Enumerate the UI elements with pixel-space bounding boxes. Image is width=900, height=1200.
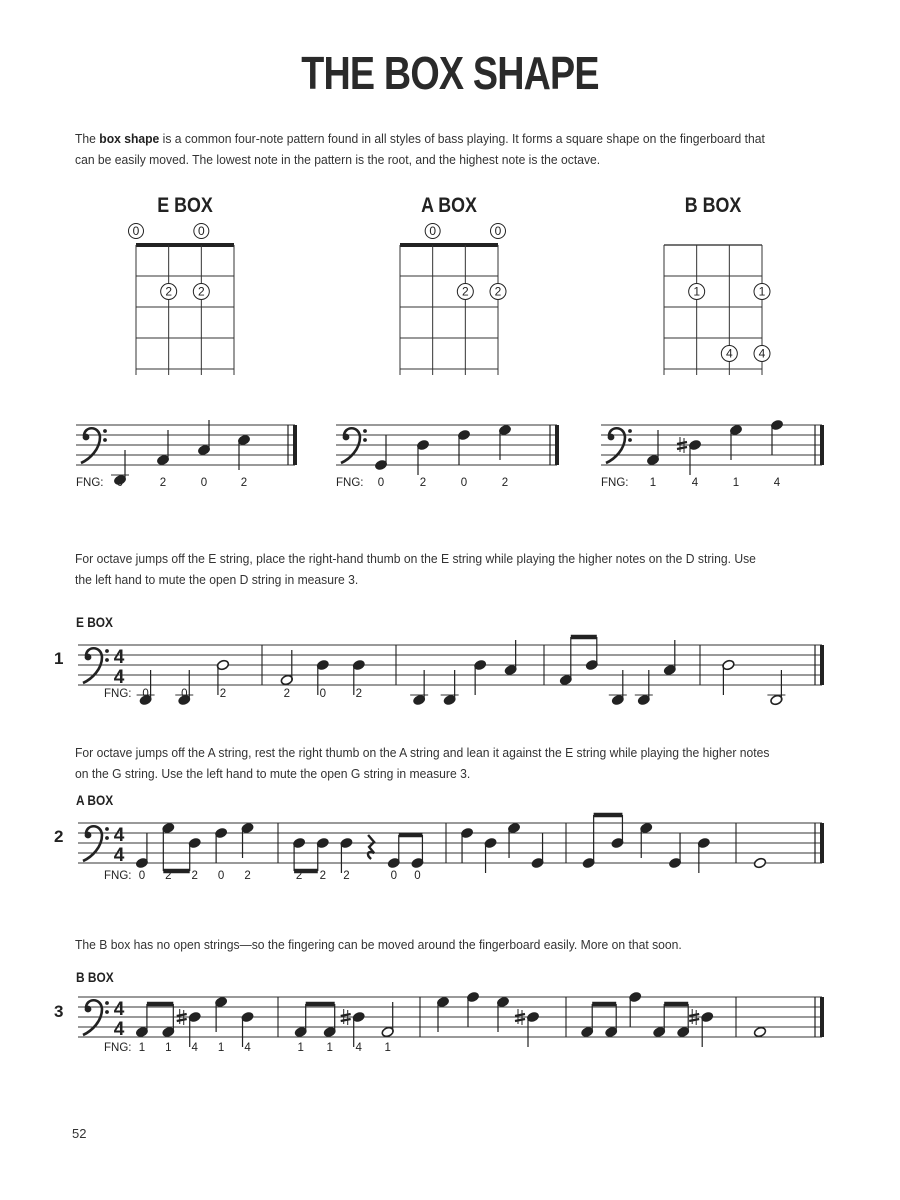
note-head-open bbox=[753, 857, 766, 869]
bass-clef-head bbox=[85, 832, 92, 839]
bass-clef-curve bbox=[83, 826, 102, 861]
fingering-number: 1 bbox=[649, 477, 657, 489]
fingering-number: 1 bbox=[326, 1042, 333, 1054]
sharp-bar bbox=[341, 1019, 351, 1021]
fingering-number: 2 bbox=[295, 870, 303, 882]
fingering-number: 2 bbox=[419, 477, 427, 489]
bass-clef-head bbox=[608, 434, 615, 441]
bass-clef-head bbox=[85, 1006, 92, 1013]
fingering-label: FNG: bbox=[104, 870, 132, 882]
finger-number: 1 bbox=[758, 284, 766, 299]
bass-clef-dot bbox=[105, 1001, 109, 1005]
fingering-number: 1 bbox=[384, 1042, 391, 1054]
bass-clef-head bbox=[85, 654, 92, 661]
bass-clef-dot bbox=[363, 429, 367, 433]
bass-clef-dot bbox=[105, 658, 109, 662]
fingering-number: 0 bbox=[377, 477, 385, 489]
bass-clef-dot bbox=[628, 438, 632, 442]
fingering-number: 0 bbox=[138, 870, 146, 882]
bass-clef-icon bbox=[83, 648, 109, 683]
bass-clef-dot bbox=[105, 1010, 109, 1014]
fingering-number: 2 bbox=[240, 477, 248, 489]
bass-clef-curve bbox=[83, 1000, 102, 1035]
fingering-label: FNG: bbox=[601, 477, 629, 489]
example-number: 3 bbox=[54, 1002, 64, 1021]
bass-clef-icon bbox=[83, 826, 109, 861]
time-signature-bottom: 4 bbox=[113, 1019, 125, 1040]
finger-number: 2 bbox=[461, 284, 469, 299]
fingering-number: 0 bbox=[217, 870, 225, 882]
fingering-number: 1 bbox=[165, 1042, 172, 1054]
bass-clef-curve bbox=[83, 648, 102, 683]
bass-clef-dot bbox=[105, 827, 109, 831]
fingering-number: 2 bbox=[355, 688, 363, 700]
fingering-number: 2 bbox=[283, 688, 291, 700]
note-head-open bbox=[753, 1026, 766, 1038]
sharp-bar bbox=[515, 1014, 525, 1016]
intro-text-start: The bbox=[75, 131, 100, 146]
fingering-number: 2 bbox=[343, 870, 350, 882]
time-signature-bottom: 4 bbox=[113, 845, 125, 866]
page-number: 52 bbox=[72, 1126, 87, 1141]
bass-clef-head bbox=[83, 434, 90, 441]
bass-clef-dot bbox=[105, 836, 109, 840]
finger-number: 4 bbox=[758, 346, 766, 361]
bass-clef-icon bbox=[81, 428, 107, 463]
fingering-number: 2 bbox=[165, 870, 172, 882]
fingering-number: 1 bbox=[732, 477, 740, 489]
fingering-number: 4 bbox=[191, 1042, 198, 1054]
quarter-rest-icon bbox=[368, 835, 374, 859]
diagram-title: E BOX bbox=[157, 193, 213, 218]
diagram-title: B BOX bbox=[684, 193, 742, 218]
example-label: B BOX bbox=[76, 969, 114, 986]
bass-clef-icon bbox=[606, 428, 632, 463]
open-string-number: 0 bbox=[132, 224, 140, 238]
sharp-bar bbox=[689, 1014, 699, 1016]
paragraph-a-box: For octave jumps off the A string, rest the right thumb on the A string and lean it against the E string while playing the higher notes on the G string. Use the left hand to mute the open G string in measure 3. bbox=[75, 745, 770, 781]
paragraph-e-box: For octave jumps off the E string, place the right-hand thumb on the E string while playing the higher notes on the D string. Use the left hand to mute the open D string in measure 3. bbox=[75, 551, 756, 587]
sharp-bar bbox=[177, 1014, 187, 1016]
fingering-number: 2 bbox=[244, 870, 251, 882]
fingering-number: 2 bbox=[501, 477, 509, 489]
bass-clef-dot bbox=[628, 429, 632, 433]
sharp-bar bbox=[689, 1019, 699, 1021]
fingering-number: 0 bbox=[181, 688, 188, 700]
bass-clef-curve bbox=[81, 428, 100, 463]
bass-clef-curve bbox=[341, 428, 360, 463]
example-label: E BOX bbox=[76, 614, 114, 631]
fingering-number: 1 bbox=[217, 1042, 225, 1054]
fingering-number: 4 bbox=[355, 1042, 362, 1054]
paragraph-b-box: The B box has no open strings—so the fingering can be moved around the fingerboard easily. More on that soon. bbox=[75, 937, 682, 952]
fingering-number: 0 bbox=[390, 870, 397, 882]
sharp-bar bbox=[677, 442, 687, 444]
fingering-label: FNG: bbox=[104, 688, 132, 700]
example-number: 2 bbox=[54, 827, 64, 846]
bass-clef-icon bbox=[341, 428, 367, 463]
finger-number: 2 bbox=[494, 284, 502, 299]
fingering-number: 0 bbox=[460, 477, 468, 489]
fingering-number: 4 bbox=[691, 477, 699, 489]
open-string-number: 0 bbox=[197, 224, 205, 238]
diagram-title: A BOX bbox=[421, 193, 477, 218]
time-signature-bottom: 4 bbox=[113, 667, 125, 688]
bass-clef-dot bbox=[105, 649, 109, 653]
example-label: A BOX bbox=[76, 792, 114, 809]
fingering-number: 4 bbox=[773, 477, 781, 489]
bass-clef-icon bbox=[83, 1000, 109, 1035]
fingering-number: 0 bbox=[414, 870, 421, 882]
finger-number: 2 bbox=[197, 284, 205, 299]
sharp-bar bbox=[177, 1019, 187, 1021]
fingering-label: FNG: bbox=[104, 1042, 132, 1054]
fingering-number: 4 bbox=[244, 1042, 251, 1054]
fingering-number: 2 bbox=[219, 688, 227, 700]
open-string-number: 0 bbox=[494, 224, 502, 238]
bass-clef-dot bbox=[103, 429, 107, 433]
sharp-bar bbox=[515, 1019, 525, 1021]
sharp-bar bbox=[341, 1014, 351, 1016]
time-signature-top: 4 bbox=[113, 825, 125, 846]
fingering-label: FNG: bbox=[336, 477, 364, 489]
example-number: 1 bbox=[54, 649, 64, 668]
intro-text-rest: is a common four-note pattern found in all styles of bass playing. It forms a square shape on the fingerboard that can be easily moved. The lowest note in the pattern is the root, and the highest note is the octave. bbox=[75, 131, 765, 167]
fingering-number: 0 bbox=[116, 477, 124, 489]
fingering-number: 0 bbox=[319, 688, 327, 700]
bass-clef-dot bbox=[363, 438, 367, 442]
page-title: THE BOX SHAPE bbox=[301, 47, 599, 99]
intro-bold-term: box shape bbox=[99, 131, 160, 146]
fingering-number: 1 bbox=[138, 1042, 146, 1054]
open-string-number: 0 bbox=[429, 224, 437, 238]
bass-clef-curve bbox=[606, 428, 625, 463]
fingering-number: 2 bbox=[159, 477, 167, 489]
fingering-number: 1 bbox=[297, 1042, 304, 1054]
fingering-number: 2 bbox=[191, 870, 198, 882]
fingering-number: 2 bbox=[319, 870, 326, 882]
finger-number: 2 bbox=[165, 284, 173, 299]
sharp-bar bbox=[677, 447, 687, 449]
time-signature-top: 4 bbox=[113, 647, 125, 668]
time-signature-top: 4 bbox=[113, 999, 125, 1020]
bass-clef-dot bbox=[103, 438, 107, 442]
finger-number: 1 bbox=[693, 284, 701, 299]
bass-clef-head bbox=[343, 434, 350, 441]
fingering-number: 0 bbox=[200, 477, 208, 489]
fingering-label: FNG: bbox=[76, 477, 104, 489]
finger-number: 4 bbox=[725, 346, 733, 361]
fingering-number: 0 bbox=[142, 688, 149, 700]
